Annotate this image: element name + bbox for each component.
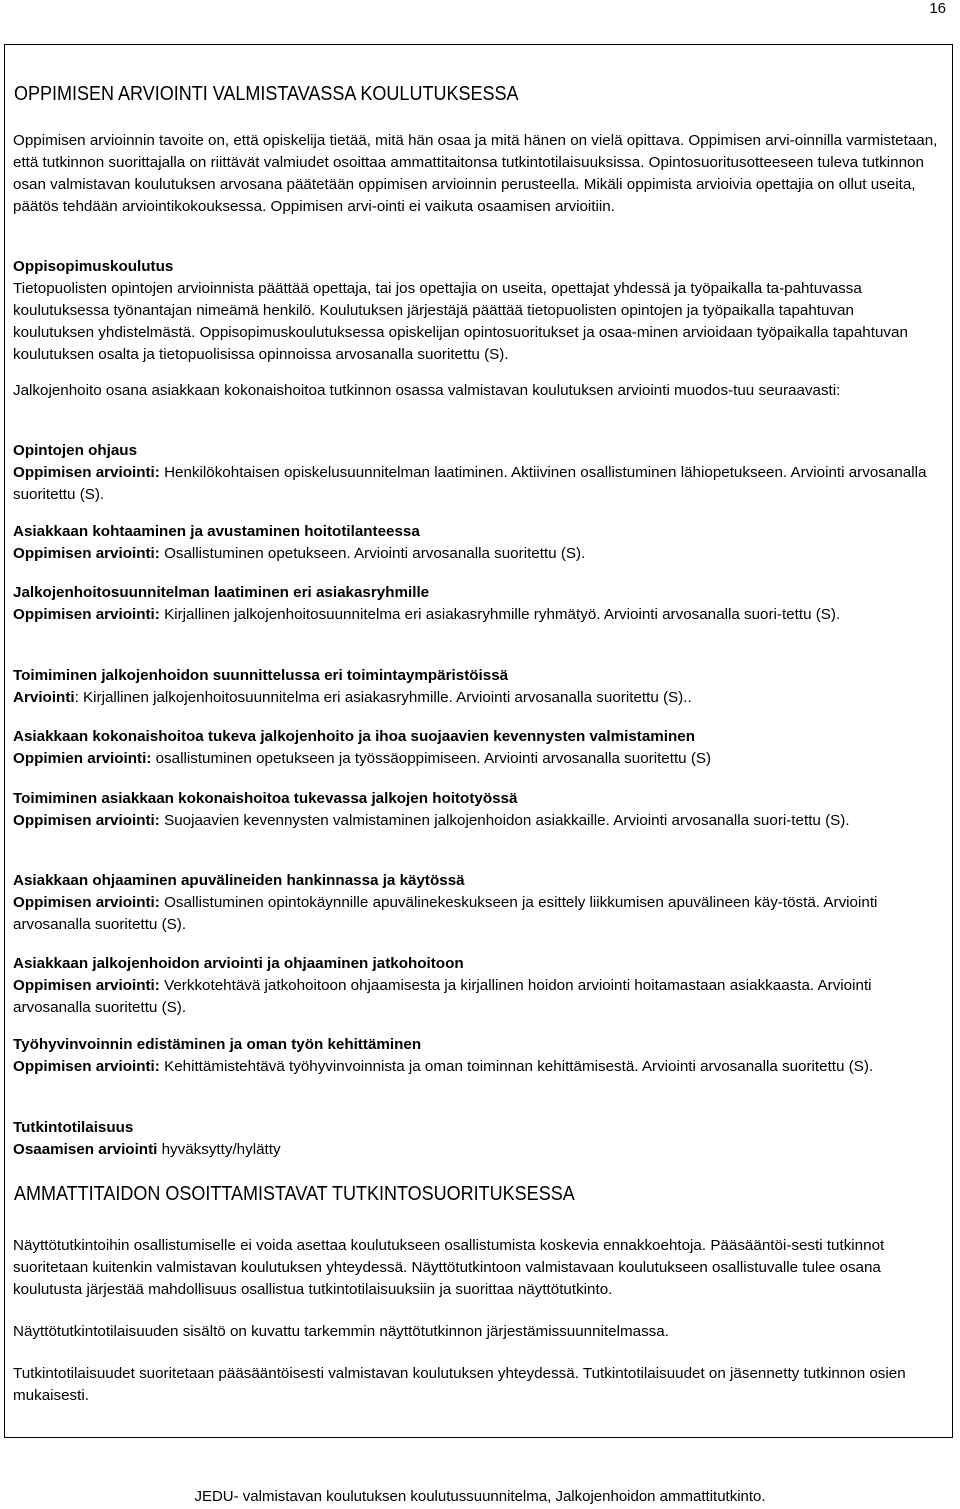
module-title: Työhyvinvoinnin edistäminen ja oman työn kehittäminen [13, 1036, 422, 1053]
section-title-osoittamistavat: AMMATTITAIDON OSOITTAMISTAVAT TUTKINTOSUORITUKSESSA [14, 1183, 575, 1205]
module-title: Jalkojenhoitosuunnitelman laatiminen eri asiakasryhmille [13, 584, 430, 601]
module-label: Oppimisen arviointi: [13, 545, 160, 562]
module-6 [13, 870, 939, 936]
module-8 [13, 1034, 939, 1078]
paragraph-naytto-2: Näyttötutkintotilaisuuden sisältö on kuvattu tarkemmin näyttötutkinnon järjestämissuunnitelmassa. [13, 1323, 669, 1340]
module-label: Oppimisen arviointi: [13, 606, 160, 623]
module-9 [13, 1117, 939, 1161]
module-text: hyväksytty/hylätty [157, 1141, 281, 1158]
module-label: Oppimisen arviointi: [13, 894, 160, 911]
page-number: 16 [929, 0, 946, 17]
module-title: Asiakkaan kokonaishoitoa tukeva jalkojenhoito ja ihoa suojaavien kevennysten valmistaminen [13, 728, 695, 745]
module-label: Arviointi [13, 689, 75, 706]
module-text: Osallistuminen opintokäynnille apuvälinekeskukseen ja esittely liikkumisen apuvälineen käy-töstä. Arviointi arvosanalla suoritettu (S). [13, 894, 878, 933]
module-label: Oppimien arviointi: [13, 750, 152, 767]
module-2 [13, 582, 939, 626]
module-4 [13, 726, 939, 770]
module-text: Kirjallinen jalkojenhoitosuunnitelma eri asiakasryhmille ryhmätyö. Arviointi arvosanalla suori-tettu (S). [159, 606, 841, 623]
heading-jalkojenhoito: Jalkojenhoito osana asiakkaan kokonaishoitoa tutkinnon osassa valmistavan koulutuksen arviointi muodos-tuu seuraavasti: [13, 382, 841, 399]
text-oppisopimus: Tietopuolisten opintojen arvioinnista päättää opettaja, tai jos opettajia on useita, opettajat yhdessä ja työpaikalla ta-pahtuvassa koulutuksessa työnantajan nimeämä henkilö. Koulutuksen järjestäjä päättää tietopuolisten opintojen ja työpaikalla tapahtuvan koulutuksen yhdistelmästä. Oppisopimuskoulutuksessa opiskelijan opintosuoritukset ja osaa-minen arvioidaan työpaikalla tapahtuvan koulutuksen osalta ja tietopuolisissa opinnoissa arvosanalla suoritettu (S). [13, 280, 908, 363]
module-label: Oppimisen arviointi: [13, 1058, 160, 1075]
module-0 [13, 440, 939, 506]
module-text: : Kirjallinen jalkojenhoitosuunnitelma eri asiakasryhmille. Arviointi arvosanalla suoritettu (S).. [74, 689, 692, 706]
module-title: Opintojen ohjaus [13, 442, 138, 459]
paragraph-naytto-3: Tutkintotilaisuudet suoritetaan pääsääntöisesti valmistavan koulutuksen yhteydessä. Tutkintotilaisuudet on jäsennetty tutkinnon osien mukaisesti. [13, 1365, 906, 1404]
module-3 [13, 665, 939, 709]
module-label: Oppimisen arviointi: [13, 812, 160, 829]
module-text: Verkkotehtävä jatkohoitoon ohjaamisesta ja kirjallinen hoidon arviointi hoitamastaan asiakkaasta. Arviointi arvosanalla suoritettu (S). [13, 977, 872, 1016]
module-7 [13, 953, 939, 1019]
paragraph-oppisopimus [13, 256, 939, 366]
module-1 [13, 521, 939, 565]
module-title: Tutkintotilaisuus [13, 1119, 134, 1136]
module-title: Asiakkaan jalkojenhoidon arviointi ja ohjaaminen jatkohoitoon [13, 955, 464, 972]
paragraph-naytto-1: Näyttötutkintoihin osallistumiselle ei voida asettaa koulutukseen osallistumista koskevia ennakkoehtoja. Pääsääntöi-sesti tutkinnot suoritetaan kuitenkin valmistavan koulutuksen yhteydessä. Näyttötutkintoon valmistavaan koulutukseen osallistuvalle tulee osana koulutusta järjestää mahdollisuus osallistua tutkintotilaisuuksiin ja suorittaa näyttötutkinto. [13, 1237, 885, 1298]
page-footer: JEDU- valmistavan koulutuksen koulutussuunnitelma, Jalkojenhoidon ammattitutkinto. [194, 1488, 766, 1505]
module-title: Asiakkaan kohtaaminen ja avustaminen hoitotilanteessa [13, 523, 420, 540]
module-text: Kehittämistehtävä työhyvinvoinnista ja oman toiminnan kehittämisestä. Arviointi arvosanalla suoritettu (S). [159, 1058, 874, 1075]
heading-oppisopimus: Oppisopimuskoulutus [13, 258, 174, 275]
paragraph-intro: Oppimisen arvioinnin tavoite on, että opiskelija tietää, mitä hän osaa ja mitä hänen on vielä opittava. Oppimisen arvi-oinnilla varmistetaan, että tutkinnon suorittajalla on riittävät valmiudet osoittaa ammattitaitonsa tutkintotilaisuuksissa. Opintosuoritusotteeseen tuleva tutkinnon osan valmistavan koulutuksen arvosana päätetään oppimisen arvioinnin perusteella. Mikäli oppimista arvioivia opettajia on ollut useita, päätös tehdään arviointikokouksessa. Oppimisen arvi-ointi ei vaikuta osaamisen arvioitiin. [13, 132, 938, 215]
module-text: Henkilökohtaisen opiskelusuunnitelman laatiminen. Aktiivinen osallistuminen lähiopetukseen. Arviointi arvosanalla suoritettu (S). [13, 464, 927, 503]
module-title: Toimiminen jalkojenhoidon suunnittelussa eri toimintaympäristöissä [13, 667, 509, 684]
module-label: Oppimisen arviointi: [13, 977, 160, 994]
module-label: Osaamisen arviointi [13, 1141, 158, 1158]
module-5 [13, 788, 939, 832]
module-text: Suojaavien kevennysten valmistaminen jalkojenhoidon asiakkaille. Arviointi arvosanalla suori-tettu (S). [159, 812, 850, 829]
module-text: Osallistuminen opetukseen. Arviointi arvosanalla suoritettu (S). [159, 545, 586, 562]
section-title-arviointi: OPPIMISEN ARVIOINTI VALMISTAVASSA KOULUTUKSESSA [14, 83, 519, 105]
module-title: Asiakkaan ohjaaminen apuvälineiden hankinnassa ja käytössä [13, 872, 465, 889]
module-title: Toimiminen asiakkaan kokonaishoitoa tukevassa jalkojen hoitotyössä [13, 790, 518, 807]
module-text: osallistuminen opetukseen ja työssäoppimiseen. Arviointi arvosanalla suoritettu (S) [151, 750, 712, 767]
module-label: Oppimisen arviointi: [13, 464, 160, 481]
